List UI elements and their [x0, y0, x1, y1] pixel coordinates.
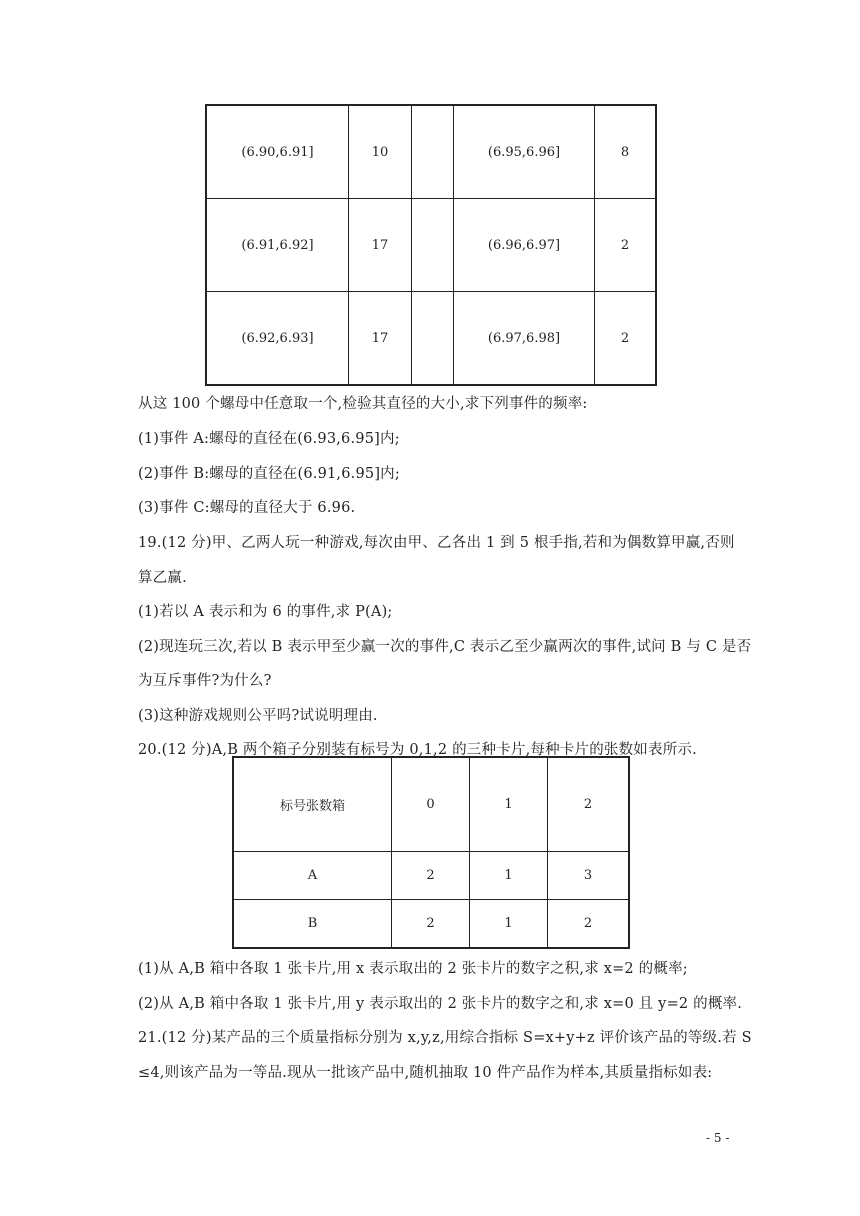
table-row	[206, 292, 656, 386]
table-cell: 1	[470, 900, 548, 949]
q18-part1: (1)事件 A:螺母的直径在(6.93,6.95]内;	[138, 431, 400, 447]
diameter-frequency-table	[205, 104, 657, 386]
q19-stem-line2: 算乙赢.	[138, 570, 187, 586]
q19-part3: (3)这种游戏规则公平吗?试说明理由.	[138, 708, 378, 724]
table-cell: 17	[349, 292, 412, 386]
table-cell: (6.90,6.91]	[206, 105, 349, 199]
table-cell: 2	[548, 900, 630, 949]
table-row	[206, 199, 656, 292]
q19-part2-line2: 为互斥事件?为什么?	[138, 673, 272, 689]
table-cell	[412, 292, 454, 386]
table-cell: 2	[392, 852, 470, 900]
table-cell: (6.91,6.92]	[206, 199, 349, 292]
q19-part1: (1)若以 A 表示和为 6 的事件,求 P(A);	[138, 604, 393, 620]
table-cell: 2	[595, 292, 657, 386]
q20-part2: (2)从 A,B 箱中各取 1 张卡片,用 y 表示取出的 2 张卡片的数字之和,求 x=0 且 y=2 的概率.	[138, 996, 743, 1012]
intro-text: 从这 100 个螺母中任意取一个,检验其直径的大小,求下列事件的频率:	[138, 396, 588, 412]
card-count-table	[232, 756, 630, 949]
table-cell	[412, 105, 454, 199]
table-header-cell: 1	[470, 757, 548, 852]
table-cell: 2	[392, 900, 470, 949]
q18-part3: (3)事件 C:螺母的直径大于 6.96.	[138, 500, 356, 516]
table-header-row	[233, 757, 629, 852]
table-cell	[412, 199, 454, 292]
table-cell: (6.97,6.98]	[454, 292, 595, 386]
q20-part1: (1)从 A,B 箱中各取 1 张卡片,用 x 表示取出的 2 张卡片的数字之积,求 x=2 的概率;	[138, 961, 688, 977]
table-cell: 8	[595, 105, 657, 199]
table-cell: (6.96,6.97]	[454, 199, 595, 292]
q20-stem: 20.(12 分)A,B 两个箱子分别装有标号为 0,1,2 的三种卡片,每种卡片的张数如表所示.	[138, 742, 697, 758]
q21-stem-line2: ≤4,则该产品为一等品.现从一批该产品中,随机抽取 10 件产品作为样本,其质量指标如表:	[138, 1065, 713, 1081]
table-cell: (6.92,6.93]	[206, 292, 349, 386]
table-row	[233, 900, 629, 949]
table-cell: 2	[595, 199, 657, 292]
q21-stem-line1: 21.(12 分)某产品的三个质量指标分别为 x,y,z,用综合指标 S=x+y+z 评价该产品的等级.若 S	[138, 1030, 752, 1046]
table-row	[233, 852, 629, 900]
table-header-cell: 2	[548, 757, 630, 852]
page-number: - 5 -	[706, 1131, 730, 1145]
q19-part2-line1: (2)现连玩三次,若以 B 表示甲至少赢一次的事件,C 表示乙至少赢两次的事件,试问 B 与 C 是否	[138, 639, 752, 655]
q18-part2: (2)事件 B:螺母的直径在(6.91,6.95]内;	[138, 466, 400, 482]
table-cell: (6.95,6.96]	[454, 105, 595, 199]
table-header-cell: 0	[392, 757, 470, 852]
q19-stem-line1: 19.(12 分)甲、乙两人玩一种游戏,每次由甲、乙各出 1 到 5 根手指,若和为偶数算甲赢,否则	[138, 535, 735, 551]
table-cell: B	[233, 900, 392, 949]
table-row	[206, 105, 656, 199]
table-header-cell: 标号张数箱	[233, 757, 392, 852]
table-cell: 10	[349, 105, 412, 199]
table-cell: A	[233, 852, 392, 900]
table-cell: 3	[548, 852, 630, 900]
table-cell: 1	[470, 852, 548, 900]
table-cell: 17	[349, 199, 412, 292]
